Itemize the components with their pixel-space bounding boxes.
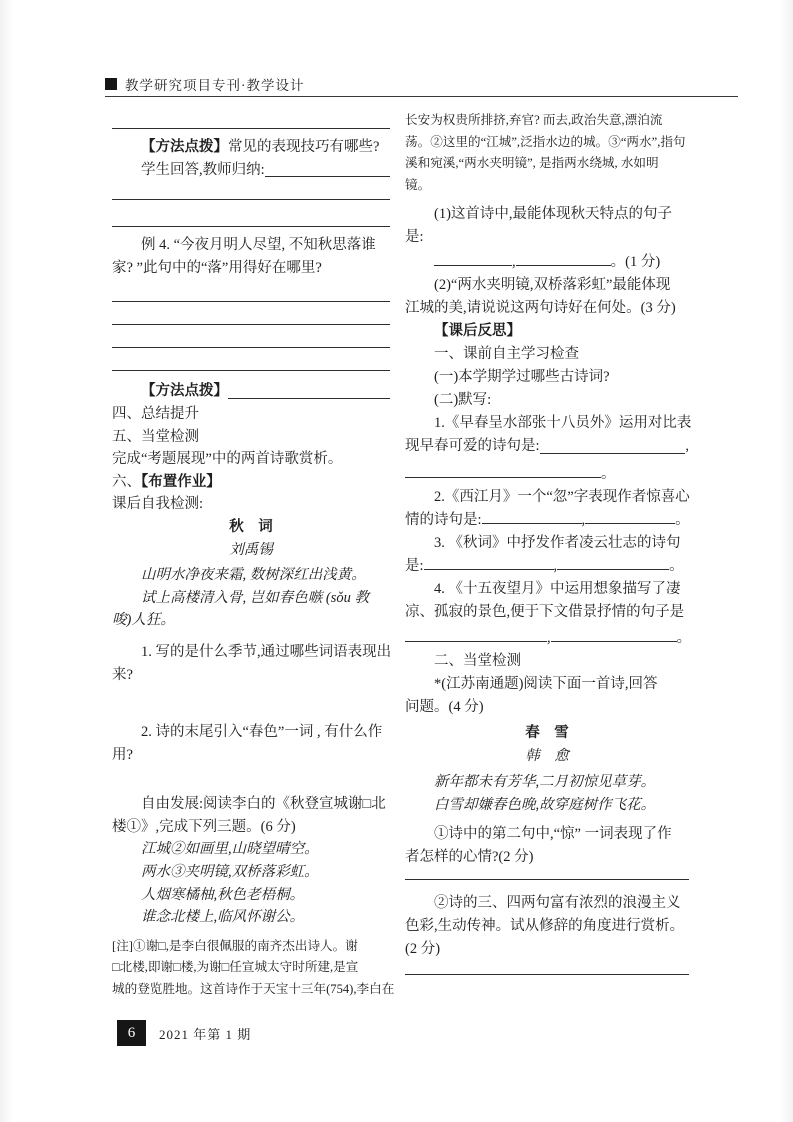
section-6-number: 六、 <box>112 473 141 490</box>
example4-line: 例 4. “今夜月明人尽望, 不知秋思落谁 <box>141 237 376 254</box>
dictation-1-prefix: 现早春可爱的诗句是: <box>405 438 540 455</box>
poem-line: 山明水净夜来霜, 数树深红出浅黄。 <box>141 567 366 584</box>
page-number: 6 <box>127 1024 136 1041</box>
blank-tail: 。 <box>601 466 616 483</box>
page-number-box <box>117 1020 146 1046</box>
blank-separator: , <box>553 558 558 575</box>
poem-line: 谁念北楼上,临风怀谢公。 <box>141 909 305 926</box>
note-continuation-line: 长安为权贵所排挤,弃官? 而去,政治失意,漂泊流 <box>405 113 663 127</box>
page-header <box>105 74 739 94</box>
note-line: 城的登览胜地。这首诗作于天宝十三年(754),李白在 <box>112 982 395 997</box>
method-tip-1 <box>112 136 390 159</box>
section-heading-1: 一、课前自主学习检查 <box>434 346 579 363</box>
poem-line: 两水③夹明镜,双桥落彩虹。 <box>141 864 319 881</box>
note-continuation-line: 溪和宛溪,“两水夹明镜”, 是指两水绕城, 水如明 <box>405 156 659 171</box>
poem-title: 秋 词 <box>229 518 273 535</box>
dictation-2-prefix: 情的诗句是: <box>405 512 482 529</box>
header-title: 教学研究项目专刊·教学设计 <box>125 78 305 93</box>
exam-source-line: *(江苏南通题)阅读下面一首诗,回答 <box>434 676 658 693</box>
dictation-2-line: 2.《西江月》一个“忽”字表现作者惊喜心 <box>434 489 690 506</box>
fill-blank <box>516 251 611 266</box>
subquestion-1-line: 是: <box>405 229 424 246</box>
blank-tail: 。(1 分) <box>610 254 661 271</box>
subquestion-2-line: (2)“两水夹明镜,双桥落彩虹”最能体现 <box>434 277 671 294</box>
section-5-note: 完成“考题展现”中的两首诗歌赏析。 <box>112 451 343 468</box>
subquestion-2-line: 江城的美,请说说这两句诗好在何处。(3 分) <box>405 300 676 317</box>
section-heading-4: 四、总结提升 <box>112 405 199 422</box>
scan-edge-right <box>779 0 793 1122</box>
fill-blank <box>482 509 582 524</box>
fill-blank <box>540 453 686 454</box>
fill-blank <box>585 509 675 524</box>
dictation-4-line: 凉、孤寂的景色,便于下文借景抒情的句子是 <box>405 604 685 621</box>
blank-separator: , <box>581 512 586 529</box>
issue-label: 2021 年第 1 期 <box>159 1027 252 1042</box>
check-item-2: (二)默写: <box>434 392 492 409</box>
exam-source-line: 问题。(4 分) <box>405 699 484 716</box>
question-1-line: 来? <box>112 666 133 683</box>
question-2-line: 用? <box>112 746 133 763</box>
homework-intro: 课后自我检测: <box>112 496 204 513</box>
section-heading-5: 五、当堂检测 <box>112 428 199 445</box>
fill-blank <box>557 555 669 570</box>
blank-tail: 。 <box>675 512 690 529</box>
method-tip-text: 常见的表现技巧有哪些? <box>228 139 380 155</box>
fill-blank <box>228 398 390 399</box>
poem-line: 人烟寒橘柚,秋色老梧桐。 <box>141 886 305 903</box>
scan-edge-left <box>0 0 14 1122</box>
poem-line: 试上高楼清入骨, 岂如春色嗾 (sǒu 教 <box>141 589 369 606</box>
blank-separator: , <box>547 630 551 647</box>
poem-line: 白雪却嫌春色晚,故穿庭树作飞花。 <box>434 797 656 814</box>
fill-blank <box>405 627 547 642</box>
example4-line: 家? ”此句中的“落”用得好在哪里? <box>112 259 322 276</box>
check-item-1: (一)本学期学过哪些古诗词? <box>434 369 610 386</box>
section-heading-6 <box>112 471 390 494</box>
teacher-summary-line <box>112 159 390 182</box>
answer-line <box>112 128 390 129</box>
poem-line: 唆)人狂。 <box>112 612 175 629</box>
answer-line <box>112 199 390 200</box>
right-column <box>405 110 692 975</box>
fill-blank <box>265 176 390 177</box>
blank-tail: 。 <box>669 558 684 575</box>
question-1-line: 1. 写的是什么季节,通过哪些词语表现出 <box>141 643 392 660</box>
test-question-1-line: 者怎样的心情?(2 分) <box>405 849 534 866</box>
note-continuation-line: 镜。 <box>405 177 431 192</box>
note-continuation-line: 荡。②这里的“江城”,泛指水边的城。③“两水”,指句 <box>405 134 686 149</box>
dictation-4-line: 4. 《十五夜望月》中运用想象描写了凄 <box>434 581 681 598</box>
method-tip-label: 【方法点拨】 <box>141 383 228 400</box>
dictation-3-blank-row <box>405 555 689 578</box>
dictation-2-blank-row <box>405 509 689 532</box>
test-question-2-line: (2 分) <box>405 941 441 958</box>
note-line: □北楼,即谢□楼,为谢□任宣城太守时所建,是宣 <box>112 960 359 975</box>
poem-title: 春 雪 <box>525 725 569 742</box>
poem-line: 新年都未有芳华,二月初惊见草芽。 <box>434 774 656 791</box>
subquestion-1-line: (1)这首诗中,最能体现秋天特点的句子 <box>434 206 673 223</box>
dictation-3-line: 3. 《秋词》中抒发作者凌云壮志的诗句 <box>434 535 681 552</box>
dictation-1-blank-row <box>405 435 689 458</box>
blank-tail: 。 <box>676 630 692 647</box>
test-question-1-line: ①诗中的第二句中,“惊” 一词表现了作 <box>434 826 672 843</box>
blank-separator: , <box>685 438 689 455</box>
poem-author: 韩 愈 <box>525 748 569 765</box>
homework-label: 【布置作业】 <box>141 473 221 490</box>
free-development-line: 楼①》,完成下列三题。(6 分) <box>112 818 296 835</box>
method-tip-2 <box>112 380 390 403</box>
answer-line <box>112 226 390 227</box>
blank-separator: , <box>512 254 516 271</box>
answer-line <box>112 301 390 302</box>
free-development-line: 自由发展:阅读李白的《秋登宣城谢□北 <box>141 796 386 813</box>
teacher-summary-prefix: 学生回答,教师归纳: <box>141 161 265 178</box>
poem-author: 刘禹锡 <box>229 541 273 558</box>
fill-blank <box>551 627 677 642</box>
left-column <box>112 126 395 1001</box>
poem-line: 江城②如画里,山晓望晴空。 <box>141 841 319 858</box>
fill-blank <box>424 555 554 570</box>
fill-blank <box>434 251 512 266</box>
header-rule <box>105 96 738 97</box>
answer-line <box>112 347 390 348</box>
note-line: [注]①谢□,是李白很佩服的南齐杰出诗人。谢 <box>112 938 358 953</box>
dictation-1-blank-row2 <box>405 463 689 486</box>
blank-answer-row <box>405 251 689 274</box>
dictation-3-prefix: 是: <box>405 558 424 575</box>
reflection-label: 【课后反思】 <box>434 323 521 340</box>
answer-line <box>112 324 390 325</box>
test-question-2-line: ②诗的三、四两句富有浓烈的浪漫主义 <box>434 895 681 912</box>
answer-line <box>405 974 689 975</box>
header-square-icon <box>105 78 117 90</box>
fill-blank <box>405 463 601 478</box>
method-tip-label: 【方法点拨】 <box>141 139 228 155</box>
dictation-1-line: 1.《早春呈水部张十八员外》运用对比表 <box>434 415 692 432</box>
test-question-2-line: 色彩,生动传神。试从修辞的角度进行赏析。 <box>405 918 685 935</box>
dictation-4-blank-row <box>405 627 692 650</box>
answer-line <box>405 879 689 880</box>
answer-line <box>112 370 390 371</box>
question-2-line: 2. 诗的末尾引入“春色”一词 , 有什么作 <box>141 724 383 741</box>
section-heading-2: 二、当堂检测 <box>434 653 521 670</box>
